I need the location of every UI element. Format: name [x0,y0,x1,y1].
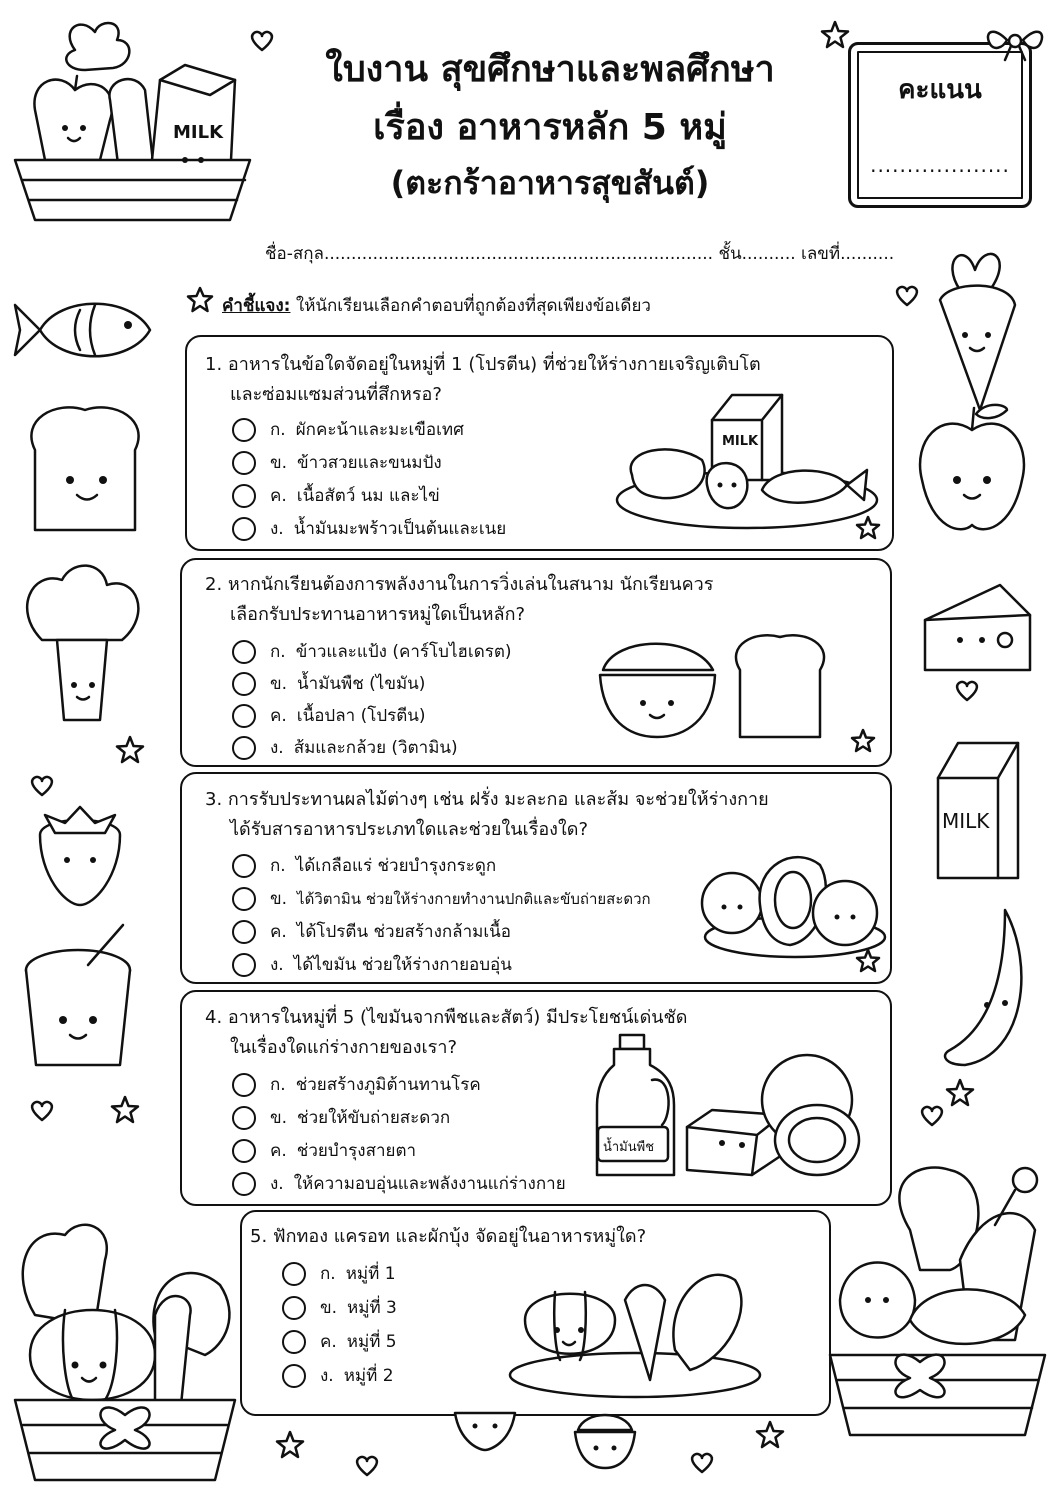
score-box [848,42,1032,208]
radio-button[interactable] [232,887,256,911]
radio-button[interactable] [232,672,256,696]
q1-option-a[interactable]: ก. ผักคะน้าและมะเขือเทศ [232,416,464,443]
rice-bowl-icon [570,1410,640,1470]
star-icon [850,728,876,754]
star-icon [820,20,850,50]
q5-option-a[interactable]: ก. หมู่ที่ 1 [282,1260,396,1287]
radio-button[interactable] [232,451,256,475]
question-2-line1: 2. หากนักเรียนต้องการพลังงานในการวิ่งเล่นในสนาม นักเรียนควร [205,574,714,595]
carrot-icon [920,240,1030,420]
radio-button[interactable] [232,920,256,944]
q5-option-c[interactable]: ค. หมู่ที่ 5 [282,1328,397,1355]
radio-button[interactable] [232,854,256,878]
q2-option-c[interactable]: ค. เนื้อปลา (โปรตีน) [232,702,426,729]
instructions-label: คำชี้แจง: [222,296,291,316]
radio-button[interactable] [232,1106,256,1130]
radio-button[interactable] [232,484,256,508]
fruit-plate-illustration [700,845,890,960]
watermelon-icon [450,1408,520,1453]
radio-button[interactable] [282,1330,306,1354]
name-line[interactable]: ชื่อ-สกุล........................................................................ ชั้น.......... เลขที่.......... [265,244,895,264]
instructions-text: ให้นักเรียนเลือกคำตอบที่ถูกต้องที่สุดเพียงข้อเดียว [290,296,651,316]
radio-button[interactable] [232,1139,256,1163]
heart-icon [690,1452,714,1474]
radio-button[interactable] [232,418,256,442]
question-4-line1: 4. อาหารในหมู่ที่ 5 (ไขมันจากพืชและสัตว์) มีประโยชน์เด่นชัด [205,1007,688,1028]
radio-button[interactable] [232,1172,256,1196]
radio-button[interactable] [232,640,256,664]
milk-carton-icon [928,738,1028,888]
radio-button[interactable] [282,1296,306,1320]
q1-option-c[interactable]: ค. เนื้อสัตว์ นม และไข่ [232,482,440,509]
question-3-line1: 3. การรับประทานผลไม้ต่างๆ เช่น ฝรั่ง มะละกอ และส้ม จะช่วยให้ร่างกาย [205,789,769,810]
q2-option-a[interactable]: ก. ข้าวและแป้ง (คาร์โบไฮเดรต) [232,638,512,665]
oil-bottle-label: น้ำมันพืช [603,1140,655,1155]
question-1-line1: 1. อาหารในข้อใดจัดอยู่ในหมู่ที่ 1 (โปรตีน) ที่ช่วยให้ร่างกายเจริญเติบโต [205,354,761,375]
star-icon [855,515,881,541]
radio-button[interactable] [232,953,256,977]
star-icon [110,1095,140,1125]
radio-button[interactable] [282,1364,306,1388]
radio-button[interactable] [232,736,256,760]
apple-icon [912,400,1032,540]
q2-option-b[interactable]: ข. น้ำมันพืช (ไขมัน) [232,670,425,697]
heart-icon [30,1100,54,1122]
heart-icon [955,680,979,702]
q3-option-a[interactable]: ก. ได้เกลือแร่ ช่วยบำรุงกระดูก [232,852,496,879]
worksheet-title: ใบงาน สุขศึกษาและพลศึกษา [325,49,775,90]
heart-icon [895,285,919,307]
yogurt-cup-icon [18,925,148,1075]
score-label: คะแนน [898,75,982,105]
bow-icon [985,22,1045,62]
q1-option-d[interactable]: ง. น้ำมันมะพร้าวเป็นต้นและเนย [232,515,506,542]
star-icon [186,286,214,314]
q3-option-b[interactable]: ข. ได้วิตามิน ช่วยให้ร่างกายทำงานปกติและขับถ่ายสะดวก [232,885,651,912]
rice-bread-illustration [595,625,835,745]
food-basket-illustration [5,10,255,230]
question-3-line2: ได้รับสารอาหารประเภทใดและช่วยในเรื่องใด? [230,819,588,840]
radio-button[interactable] [232,1073,256,1097]
radio-button[interactable] [282,1262,306,1286]
vegetable-plate-illustration [505,1260,765,1400]
fish-icon [10,285,160,375]
strawberry-icon [25,805,135,915]
milk-label: MILK [942,809,990,833]
star-icon [115,735,145,765]
star-icon [275,1430,305,1460]
bread-icon [15,400,155,540]
star-icon [855,948,881,974]
question-2-line2: เลือกรับประทานอาหารหมู่ใดเป็นหลัก? [230,604,526,625]
protein-basket-illustration [820,1150,1050,1440]
heart-icon [920,1105,944,1127]
cheese-icon [920,580,1040,680]
q5-option-b[interactable]: ข. หมู่ที่ 3 [282,1294,397,1321]
heart-icon [250,30,274,52]
protein-plate-illustration [612,390,882,530]
radio-button[interactable] [232,704,256,728]
q3-option-c[interactable]: ค. ได้โปรตีน ช่วยสร้างกล้ามเนื้อ [232,918,511,945]
vegetable-basket-illustration [5,1215,240,1485]
q3-option-d[interactable]: ง. ได้ไขมัน ช่วยให้ร่างกายอบอุ่น [232,951,512,978]
star-icon [945,1078,975,1108]
milk-label: MILK [722,434,759,449]
q4-option-b[interactable]: ข. ช่วยให้ขับถ่ายสะดวก [232,1104,450,1131]
milk-label: MILK [173,122,224,143]
heart-icon [355,1455,379,1477]
q1-option-b[interactable]: ข. ข้าวสวยและขนมปัง [232,449,442,476]
worksheet-subtitle: (ตะกร้าอาหารสุขสันต์) [390,164,710,202]
banana-icon [935,905,1035,1075]
score-blank: ................... [870,153,1010,177]
q4-option-d[interactable]: ง. ให้ความอบอุ่นและพลังงานแก่ร่างกาย [232,1170,566,1197]
radio-button[interactable] [232,517,256,541]
star-icon [755,1420,785,1450]
instructions [188,292,651,320]
q5-option-d[interactable]: ง. หมู่ที่ 2 [282,1362,394,1389]
q4-option-c[interactable]: ค. ช่วยบำรุงสายตา [232,1137,416,1164]
q4-option-a[interactable]: ก. ช่วยสร้างภูมิต้านทานโรค [232,1071,481,1098]
bok-choy-icon [12,560,152,730]
heart-icon [30,775,54,797]
q2-option-d[interactable]: ง. ส้มและกล้วย (วิตามิน) [232,734,458,761]
worksheet-topic: เรื่อง อาหารหลัก 5 หมู่ [373,107,727,148]
question-4-line2: ในเรื่องใดแก่ร่างกายของเรา? [230,1037,457,1058]
question-5-line1: 5. ฟักทอง แครอท และผักบุ้ง จัดอยู่ในอาหารหมู่ใด? [250,1226,647,1247]
question-1-line2: และซ่อมแซมส่วนที่สึกหรอ? [230,384,442,405]
